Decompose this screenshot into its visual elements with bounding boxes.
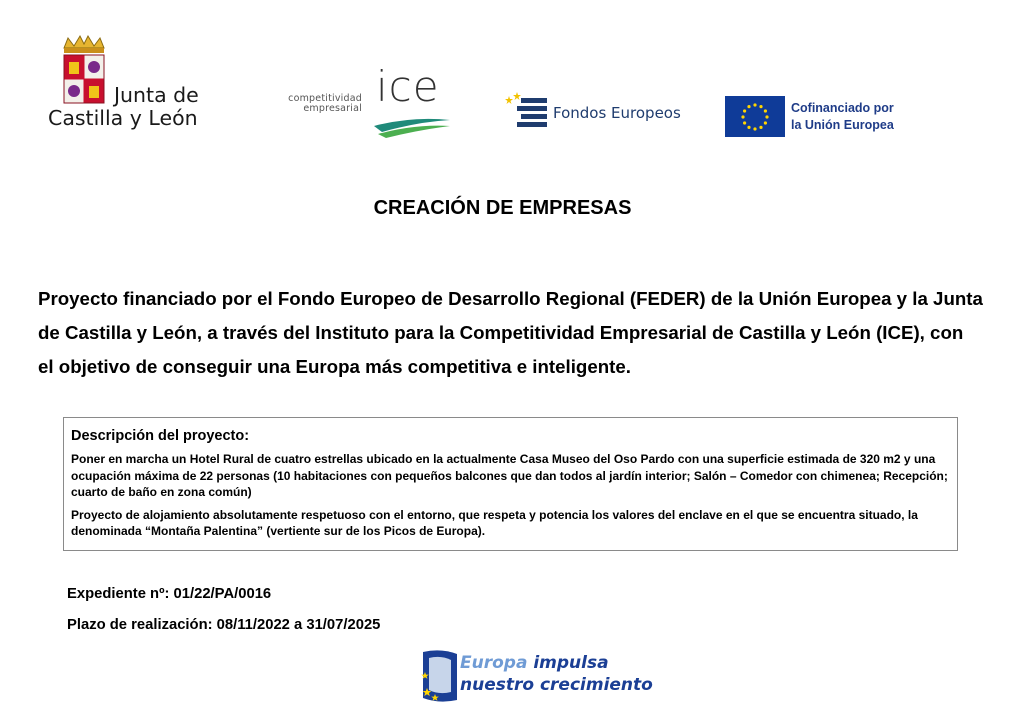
logo-junta-castilla-leon	[48, 34, 218, 134]
jcyl-line1: Junta de	[114, 83, 199, 107]
page-title: CREACIÓN DE EMPRESAS	[373, 197, 632, 219]
expediente-number: Expediente nº: 01/22/PA/0016	[67, 586, 272, 602]
cofinanciado-line2: la Unión Europea	[791, 118, 894, 132]
plazo-realizacion: Plazo de realización: 08/11/2022 a 31/07/2025	[67, 617, 381, 633]
logo-fondos-europeos	[505, 92, 695, 132]
intro-paragraph: Proyecto financiado por el Fondo Europeo de Desarrollo Regional (FEDER) de la Unión Europea y la Junta de Castilla y León, a través del Instituto para la Competitividad Empresarial de Castilla y León (ICE), con el objetivo de conseguir una Europa más competitiva e inteligente.	[38, 288, 983, 377]
europa-impulsa-emblem-icon	[419, 648, 459, 704]
fondos-europeos-text: Fondos Europeos	[553, 104, 681, 122]
logo-ice	[272, 62, 457, 138]
ice-small-line1: competitividad	[288, 93, 362, 104]
europa-word: Europa	[460, 653, 528, 673]
fondos-europeos-icon	[505, 92, 551, 130]
jcyl-line2: Castilla y León	[48, 106, 198, 130]
ice-small-line2: empresarial	[303, 103, 362, 114]
eu-flag-icon	[725, 96, 785, 137]
cofinanciado-line1: Cofinanciado por	[791, 101, 894, 115]
description-paragraph-1: Poner en marcha un Hotel Rural de cuatro estrellas ubicado en la actualmente Casa Museo del Oso Pardo con una superficie estimada de 320 m2 y una ocupación máxima de 22 personas (10 habitaciones con pequeños balcones que dan todos al jardín interior; Salón – Comedor con chimenea; Recepción; cuarto de baño en zona común)	[71, 452, 948, 499]
description-heading: Descripción del proyecto:	[71, 428, 250, 444]
logo-cofinanciado-ue	[725, 96, 925, 138]
logo-europa-impulsa	[419, 647, 651, 705]
ice-wordmark: ice	[376, 62, 440, 111]
ice-swoosh-icon	[372, 116, 452, 138]
crecimiento-line: nuestro crecimiento	[460, 675, 653, 695]
impulsa-word: impulsa	[527, 653, 609, 673]
description-paragraph-2: Proyecto de alojamiento absolutamente respetuoso con el entorno, que respeta y potencia los valores del enclave en el que se encuentra situado, la denominada “Montaña Palentina” (vertiente sur de los Picos de Europa).	[71, 507, 918, 538]
description-box	[63, 417, 958, 551]
